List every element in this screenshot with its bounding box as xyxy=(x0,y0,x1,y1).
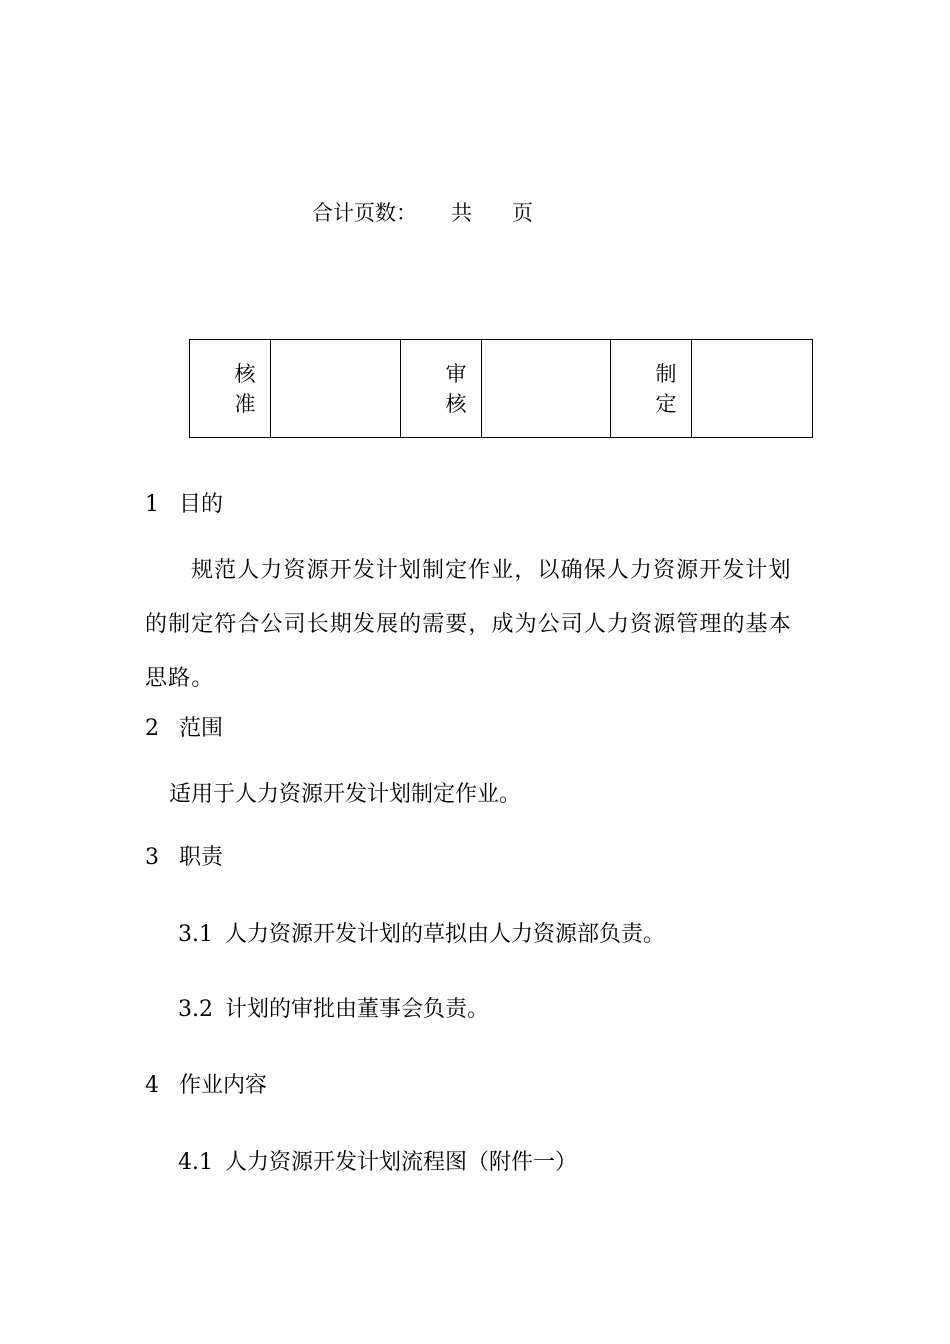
review-label-cell xyxy=(401,340,482,438)
total-word: 共 xyxy=(451,201,472,225)
draft-label: 制定 xyxy=(655,361,677,416)
section-number: 4 xyxy=(145,1073,159,1098)
item-number: 3.1 xyxy=(178,922,213,947)
section-responsibility-heading xyxy=(145,843,223,873)
approve-signature-cell[interactable] xyxy=(271,340,401,438)
responsibility-item xyxy=(178,995,489,1025)
responsibility-item xyxy=(178,920,665,950)
section-title: 作业内容 xyxy=(179,1073,268,1098)
approve-label-cell xyxy=(190,340,271,438)
section-number: 3 xyxy=(145,845,159,870)
section-content-heading xyxy=(145,1071,267,1101)
approve-label: 核准 xyxy=(234,361,256,416)
review-signature-cell[interactable] xyxy=(482,340,611,438)
section-number: 2 xyxy=(145,716,159,741)
section-scope-body: 适用于人力资源开发计划制定作业。 xyxy=(169,782,522,807)
draft-label-cell xyxy=(611,340,692,438)
approval-table xyxy=(189,339,813,438)
item-number: 3.2 xyxy=(178,997,213,1022)
page-word: 页 xyxy=(512,201,533,225)
section-title: 目的 xyxy=(179,492,224,517)
draft-signature-cell[interactable] xyxy=(692,340,813,438)
section-title: 范围 xyxy=(179,716,224,741)
section-purpose-heading xyxy=(145,490,223,520)
section-number: 1 xyxy=(145,492,159,517)
review-label: 审核 xyxy=(445,361,467,416)
item-text: 人力资源开发计划的草拟由人力资源部负责。 xyxy=(225,922,666,947)
section-scope-heading xyxy=(145,714,223,744)
section-purpose-body: 规范人力资源开发计划制定作业，以确保人力资源开发计划的制定符合公司长期发展的需要，成为公司人力资源管理的基本思路。 xyxy=(145,558,792,691)
section-title: 职责 xyxy=(179,845,224,870)
item-number: 4.1 xyxy=(178,1150,213,1175)
total-pages-line xyxy=(312,198,533,228)
total-pages-label: 合计页数： xyxy=(312,201,417,225)
content-item xyxy=(178,1148,577,1178)
item-text: 计划的审批由董事会负责。 xyxy=(225,997,490,1022)
item-text: 人力资源开发计划流程图（附件一） xyxy=(225,1150,578,1175)
